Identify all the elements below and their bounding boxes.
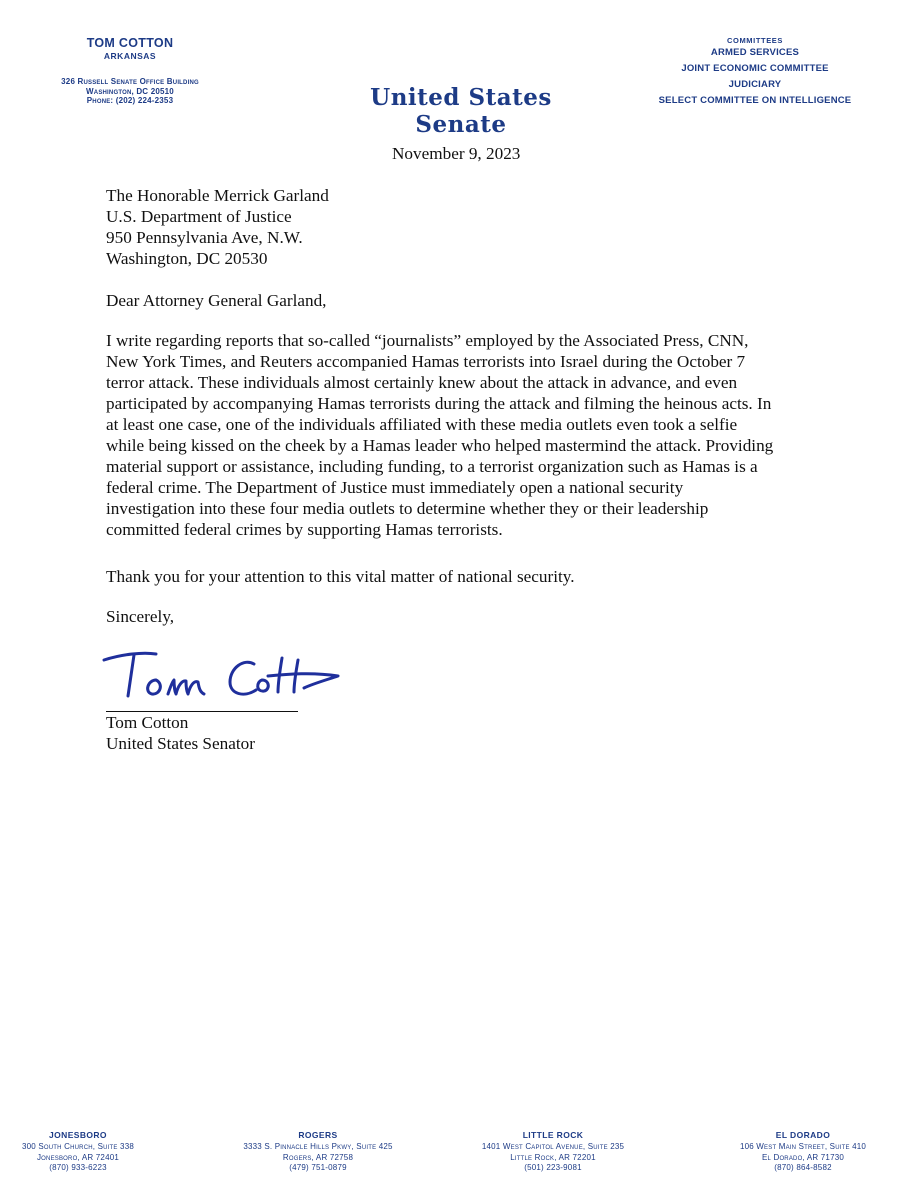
body-line: federal crime. The Department of Justice must immediately open a national security: [106, 478, 684, 497]
recipient-line: Washington, DC 20530: [106, 249, 268, 268]
recipient-line: U.S. Department of Justice: [106, 207, 292, 226]
handwritten-signature: [98, 646, 348, 708]
body-line: material support or assistance, including funding, to a terrorist organization such as Hamas is a: [106, 457, 758, 476]
recipient-address: [106, 185, 806, 269]
body-line: terror attack. These individuals almost certainly knew about the attack in advance, and even: [106, 373, 738, 392]
body-line: I write regarding reports that so-called “journalists” employed by the Associated Press, CNN,: [106, 331, 749, 350]
office-phone: (479) 751-0879: [289, 1163, 347, 1172]
signer-name: Tom Cotton: [106, 713, 189, 732]
salutation: Dear Attorney General Garland,: [106, 291, 327, 310]
office-street: 3333 S. Pinnacle Hills Pkwy, Suite 425: [243, 1142, 393, 1151]
office-city-zip: Little Rock, AR 72201: [510, 1152, 596, 1162]
office-el-dorado: [703, 1130, 903, 1174]
body-line: investigation into these four media outlets to determine whether they or their leadership: [106, 499, 709, 518]
recipient-line: The Honorable Merrick Garland: [106, 186, 329, 205]
recipient-line: 950 Pennsylvania Ave, N.W.: [106, 228, 303, 247]
body-line: participated by accompanying Hamas terrorists during the attack and filming the heinous acts. In: [106, 394, 772, 413]
body-paragraph: [106, 330, 816, 540]
office-rogers: [218, 1130, 418, 1174]
office-jonesboro: [0, 1130, 178, 1174]
office-address-line2: Washington, DC 20510: [86, 86, 174, 96]
office-city-zip: El Dorado, AR 71730: [761, 1152, 845, 1162]
committee-item: JUDICIARY: [728, 79, 782, 90]
office-address-line1: 326 Russell Senate Office Building: [61, 77, 199, 86]
letter-date: November 9, 2023: [392, 144, 521, 163]
senator-state: ARKANSAS: [103, 51, 157, 61]
office-city: LITTLE ROCK: [522, 1130, 584, 1140]
committees-caption: COMMITTEES: [727, 36, 783, 45]
signer-block: [106, 712, 806, 754]
committee-item: ARMED SERVICES: [710, 47, 800, 58]
body-line: committed federal crimes by supporting Hamas terrorists.: [106, 520, 503, 539]
signer-title: United States Senator: [106, 734, 255, 753]
office-city: JONESBORO: [49, 1130, 107, 1140]
office-street: 1401 West Capitol Avenue, Suite 235: [481, 1142, 625, 1151]
senate-title: United States Senate: [370, 84, 552, 138]
closing: Sincerely,: [106, 607, 175, 626]
office-street: 300 South Church, Suite 338: [22, 1142, 134, 1151]
office-phone: (870) 933-6223: [49, 1163, 107, 1172]
body-line: while being kissed on the cheek by a Hamas leader who helped mastermind the attack. Providing: [106, 436, 774, 455]
senator-letterhead-block: [40, 36, 220, 106]
thanks-line: Thank you for your attention to this vital matter of national security.: [106, 567, 575, 586]
office-city-zip: Jonesboro, AR 72401: [36, 1152, 120, 1162]
office-city-zip: Rogers, AR 72758: [282, 1152, 354, 1162]
office-city: EL DORADO: [775, 1130, 831, 1140]
office-phone: (501) 223-9081: [524, 1163, 582, 1172]
committee-item: SELECT COMMITTEE ON INTELLIGENCE: [658, 95, 852, 106]
office-address: [40, 77, 220, 106]
office-street: 106 West Main Street, Suite 410: [739, 1142, 867, 1151]
committees-block: [644, 36, 866, 109]
body-line: at least one case, one of the individuals affiliated with these media outlets even took a selfie: [106, 415, 738, 434]
office-phone: Phone: (202) 224-2353: [86, 96, 174, 105]
footer-offices: [0, 1130, 922, 1190]
committee-item: JOINT ECONOMIC COMMITTEE: [681, 63, 829, 74]
office-phone: (870) 864-8582: [774, 1163, 832, 1172]
office-little-rock: [453, 1130, 653, 1174]
senator-name: TOM COTTON: [86, 36, 174, 50]
office-city: ROGERS: [298, 1130, 338, 1140]
body-line: New York Times, and Reuters accompanied Hamas terrorists into Israel during the October 7: [106, 352, 746, 371]
